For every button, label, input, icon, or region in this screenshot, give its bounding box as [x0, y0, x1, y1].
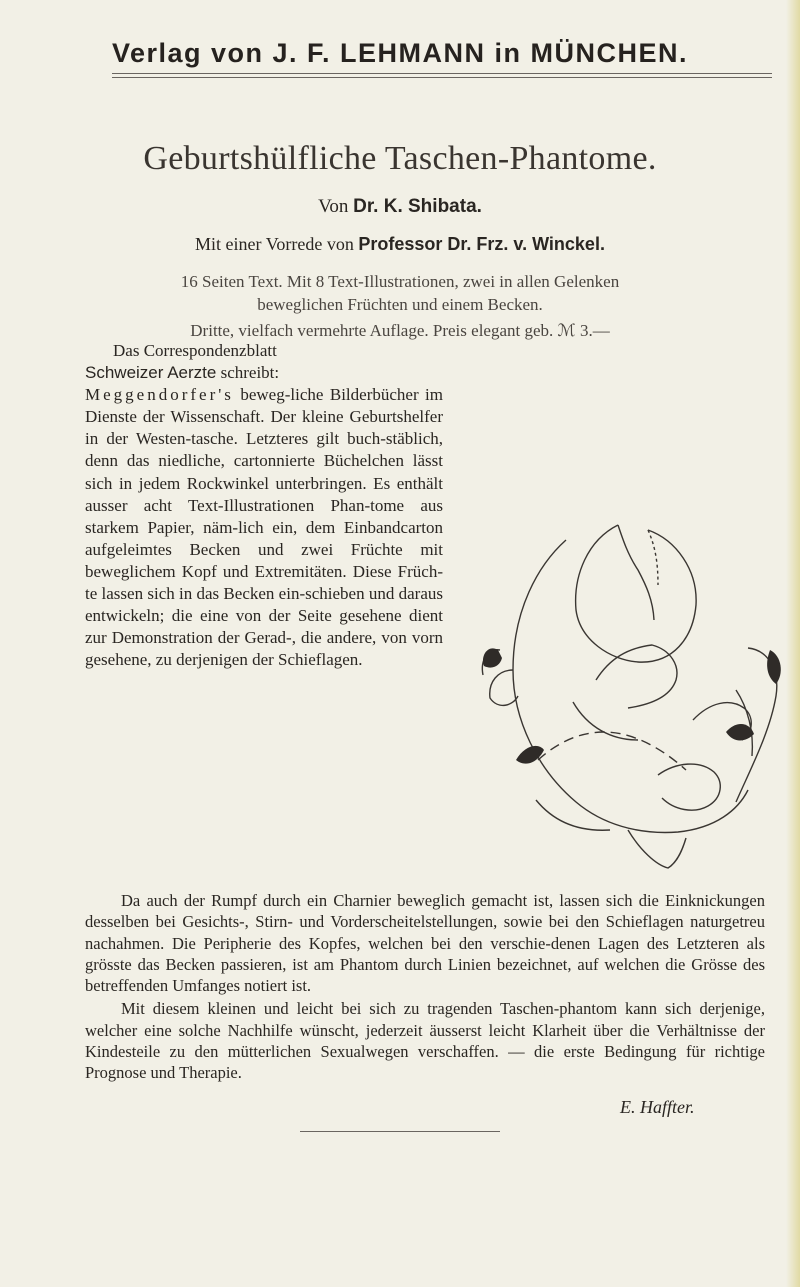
pelvis-phantom-illustration-icon — [478, 470, 788, 890]
header-rule — [112, 73, 772, 74]
footer-rule — [300, 1131, 500, 1132]
review-paragraph-2: Da auch der Rumpf durch ein Charnier beweglich gemacht ist, lassen sich die Einknickungen desselben bei Gesichts-, Stirn- und Vorderscheitelstellungen, sowie bei den Schieflagen naturgetreu nachahmen. Die Peripherie des Kopfes, welchen bei den verschie-denen Lagen des Letzteren als grösste das Becken passieren, ist am Phantom durch Linien bezeichnet, auf welchen die Grösse des betreffenden Umfanges notiert ist. — [85, 891, 765, 996]
foreword-name: Professor Dr. Frz. v. Winckel. — [358, 234, 605, 254]
review-continuation — [85, 890, 765, 1084]
foreword-line — [0, 234, 800, 255]
review-text: beweg-liche Bilderbücher im Dienste der Wissenschaft. Der kleine Geburtshelfer in der Westen-tasche. Letzteres gilt buch-stäblich, denn das niedliche, cartonnierte Büchelchen lässt sich in jedem Rockwinkel unterbringen. Es enthält ausser acht Text-Illustrationen Phan-tome aus starkem Papier, näm-lich ein, dem Einbandcarton aufgeleimtes Becken und zwei Früchte mit beweglichem Kopf und Extremitäten. Diese Früch-te lassen sich in das Becken ein-schieben und daraus entwickeln; die eine von der Seite gesehene dient zur Demonstration der Gerad-, die andere, von vorn gesehene, zu derjenigen der Schieflagen. — [85, 385, 443, 670]
page-edge — [786, 0, 800, 1287]
publisher-header: Verlag von J. F. LEHMANN in MÜNCHEN. — [111, 38, 689, 68]
review-intro-verb: schreibt: — [220, 363, 280, 383]
review-column — [85, 340, 443, 671]
review-paragraph-3: Mit diesem kleinen und leicht bei sich zu tragenden Taschen-phantom kann sich derjenige, welcher eine solche Nachhilfe wünscht, jederzeit äusserst leicht Klarheit über die Verhältnisse der Kindesteile zu den mütterlichen Sexualwegen verschaffen. — die erste Bedingung für richtige Prognose und Therapie. — [85, 999, 765, 1083]
details-line-2: beweglichen Früchten und einem Becken. — [257, 295, 543, 314]
details-line-3: Dritte, vielfach vermehrte Auflage. Preis elegant geb. ℳ 3.— — [190, 321, 610, 340]
author-prefix: Von — [318, 196, 349, 217]
details-line-1: 16 Seiten Text. Mit 8 Text-Illustrationen, zwei in allen Gelenken — [180, 272, 620, 291]
review-name: Meggendorfer's — [85, 385, 234, 405]
author-name: Dr. K. Shibata. — [353, 196, 482, 217]
header-rule-thin — [112, 77, 772, 78]
review-intro-1: Das Correspondenzblatt — [113, 341, 277, 360]
review-signature: E. Haffter. — [620, 1097, 695, 1117]
review-journal: Schweizer Aerzte — [85, 363, 217, 383]
author-line — [0, 196, 800, 218]
foreword-prefix: Mit einer Vorrede von — [195, 234, 354, 254]
book-title: Geburtshülfliche Taschen-Phantome. — [143, 140, 657, 177]
